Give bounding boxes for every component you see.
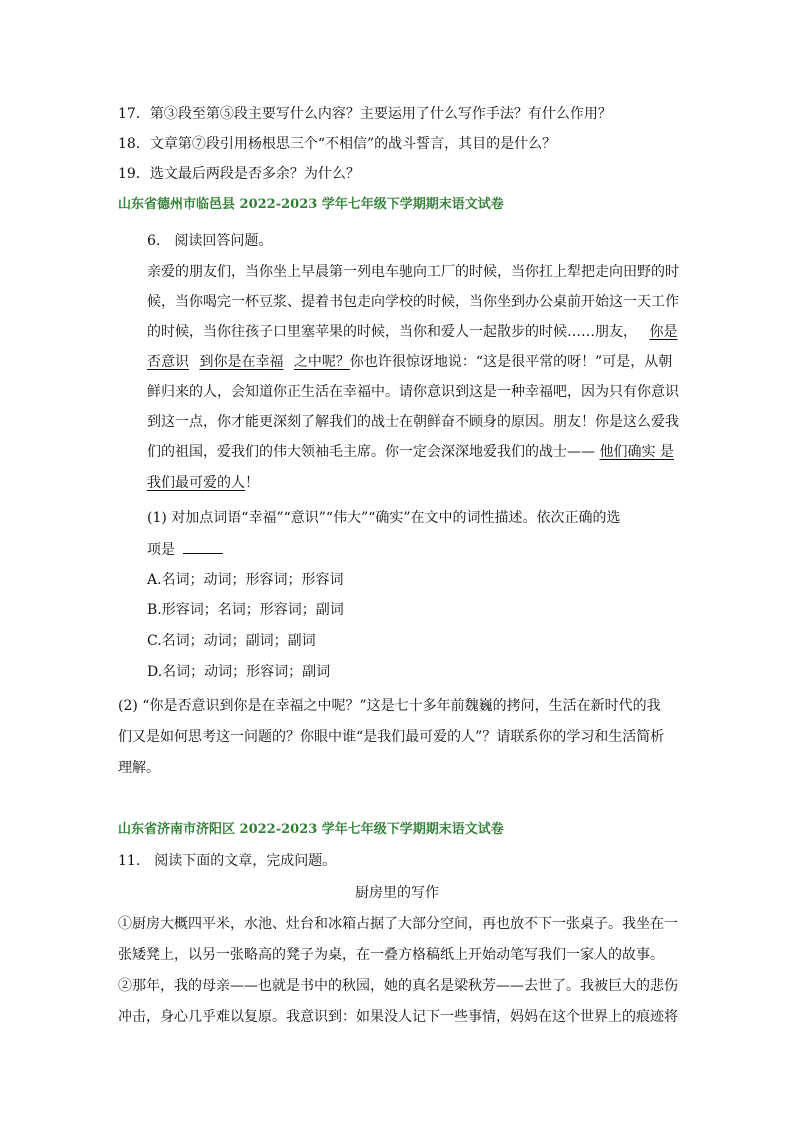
underlined-phrase: 否意识 [147,354,189,370]
passage-line [147,473,259,493]
underlined-phrase: 他们确实 是 [599,444,674,460]
article-line: ①厨房大概四平米，水池、灶台和冰箱占据了大部分空间，再也放不下一张桌子。我坐在一 [118,916,678,932]
underlined-phrase: 到你是在幸福 [199,354,284,370]
passage-text: ！ [245,475,259,491]
passage-line: 亲爱的朋友们，当你坐上早晨第一列电车驰向工厂的时候，当你扛上犁把走向田野的时 [147,264,679,280]
passage-line [147,322,677,342]
option-a: A.名词；动词；形容词；形容词 [147,572,344,588]
passage-text: 的时候，当你往孩子口里塞苹果的时候，当你和爱人一起散步的时候……朋友， [147,324,637,340]
underlined-phrase: 我们最可爱的人 [147,475,245,491]
question-17: 17．第③段至第⑤段主要写什么内容？主要运用了什么写作手法？有什么作用？ [118,106,612,122]
passage-line: 鲜归来的人，会知道你正生活在幸福中。请你意识到这是一种幸福吧，因为只有你意识 [147,384,679,400]
article-line: ②那年，我的母亲——也就是书中的秋园，她的真名是梁秋芳——去世了。我被巨大的悲伤 [118,978,678,994]
passage-line [147,352,672,372]
option-b: B.形容词；名词；形容词；副词 [147,602,344,618]
underlined-phrase: 你是 [649,324,678,340]
answer-blank[interactable] [183,539,223,554]
sub-question-text: 项是 [147,542,175,558]
sub-question-1: (1) 对加点词语“幸福”“意识”“伟大”“确实”在文中的词性描述。依次正确的选 [147,510,621,526]
article-title: 厨房里的写作 [355,885,439,901]
passage-line: 到这一点，你才能更深刻了解我们的战士在朝鲜奋不顾身的原因。朋友！你是这么爱我 [147,414,679,430]
passage-text: 你也许很惊讶地说：“这是很平常的呀！”可是，从朝 [349,354,673,370]
passage-text: 们的祖国，爱我们的伟大领袖毛主席。你一定会深深地爱我们的战士—— [147,444,595,460]
passage-line: 候，当你喝完一杯豆浆、提着书包走向学校的时候，当你坐到办公桌前开始这一天工作 [147,294,679,310]
passage-line [147,442,674,462]
sub-question-2: (2) “你是否意识到你是在幸福之中呢？”这是七十多年前魏巍的拷问，生活在新时代的我 [118,698,661,714]
question-19: 19．选文最后两段是否多余？为什么？ [118,166,360,182]
question-11-label: 11. 阅读下面的文章，完成问题。 [118,853,337,869]
sub-question-2: 理解。 [118,760,160,776]
sub-question-1-cont [147,539,223,560]
sub-question-2: 们又是如何思考这一问题的？你眼中谁“是我们最可爱的人”？请联系你的学习和生活简析 [118,729,665,745]
section-heading-jinan: 山东省济南市济阳区 2022-2023 学年七年级下学期期末语文试卷 [118,822,504,837]
article-line: 张矮凳上，以另一张略高的凳子为桌，在一叠方格稿纸上开始动笔写我们一家人的故事。 [118,947,664,963]
underlined-phrase: 之中呢？ [293,354,350,370]
article-line: 冲击，身心几乎难以复原。我意识到：如果没人记下一些事情，妈妈在这个世界上的痕迹将 [118,1009,678,1025]
option-c: C.名词；动词；副词；副词 [147,633,316,649]
question-6-label: 6. 阅读回答问题。 [147,233,273,249]
question-18: 18．文章第⑦段引用杨根思三个“不相信”的战斗誓言，其目的是什么？ [118,136,557,152]
option-d: D.名词；动词；形容词；副词 [147,664,331,680]
section-heading-dezhou: 山东省德州市临邑县 2022-2023 学年七年级下学期期末语文试卷 [118,197,504,212]
